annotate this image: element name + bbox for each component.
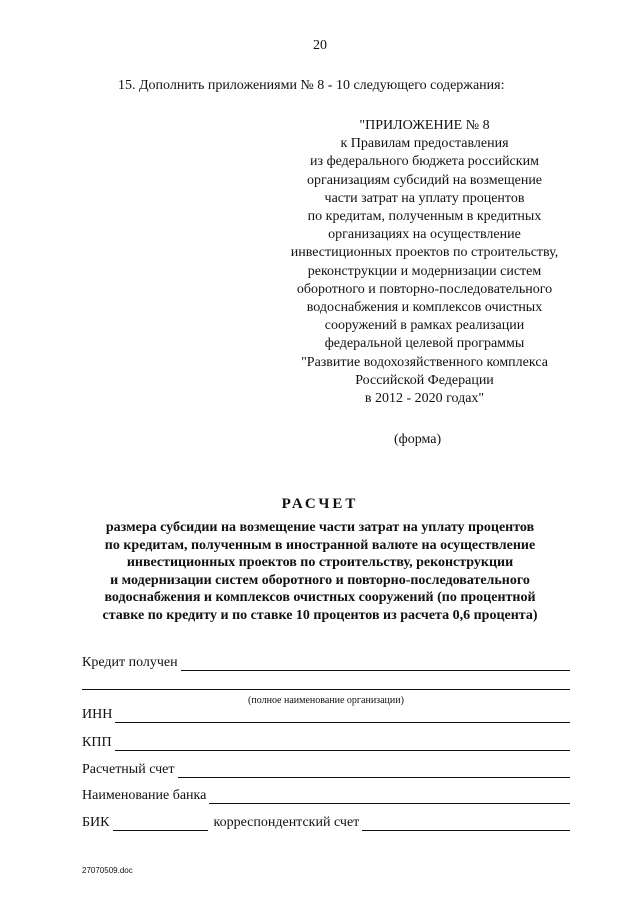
appendix-line: реконструкции и модернизации систем — [307, 263, 542, 279]
subtitle-line: размера субсидии на возмещение части затрат на уплату процентов — [105, 520, 535, 535]
appendix-line: "Развитие водохозяйственного комплекса — [301, 354, 548, 370]
subtitle-line: инвестиционных проектов по строительству, реконструкции — [126, 555, 514, 570]
appendix-line: части затрат на уплату процентов — [324, 190, 525, 206]
kpp-blank[interactable] — [115, 736, 570, 751]
credit-received-label: Кредит получен — [82, 655, 178, 670]
appendix-line: сооружений в рамках реализации — [324, 318, 525, 334]
organization-name-caption: (полное наименование организации) — [248, 695, 404, 706]
appendix-line: по кредитам, полученным в кредитных — [307, 209, 542, 225]
credit-received-blank[interactable] — [181, 656, 570, 671]
file-name-footer: 27070509.doc — [82, 866, 133, 875]
credit-received-field — [82, 655, 570, 671]
appendix-line: организациям субсидий на возмещение — [306, 172, 543, 188]
appendix-line: оборотного и повторно-последовательного — [296, 281, 553, 297]
appendix-line: "ПРИЛОЖЕНИЕ № 8 — [359, 118, 490, 133]
appendix-line: организациях на осуществление — [328, 227, 521, 243]
bik-label: БИК — [82, 815, 110, 830]
subtitle-line: ставке по кредиту и по ставке 10 процентов из расчета 0,6 процента) — [102, 607, 538, 623]
form-label: (форма) — [394, 432, 442, 447]
appendix-header — [262, 117, 587, 408]
subtitle-line: водоснабжения и комплексов очистных сооружений (по процентной — [104, 590, 536, 605]
document-subtitle — [60, 519, 580, 624]
bik-blank[interactable] — [113, 816, 208, 831]
inn-label: ИНН — [82, 707, 113, 722]
appendix-line: Российской Федерации — [355, 372, 494, 388]
account-field — [82, 762, 570, 778]
bank-name-field — [82, 788, 570, 804]
appendix-line: инвестиционных проектов по строительству, — [290, 245, 559, 261]
account-label: Расчетный счет — [82, 762, 175, 777]
bank-name-label: Наименование банка — [82, 788, 207, 803]
appendix-line: к Правилам предоставления — [340, 136, 509, 152]
account-blank[interactable] — [178, 763, 570, 778]
subtitle-line: по кредитам, полученным в иностранной валюте на осуществление — [104, 537, 536, 553]
intro-paragraph: 15. Дополнить приложениями № 8 - 10 следующего содержания: — [118, 78, 505, 93]
bik-field — [82, 815, 570, 831]
corr-account-label: корреспондентский счет — [213, 815, 360, 830]
appendix-line: федеральной целевой программы — [324, 336, 525, 352]
appendix-line: водоснабжения и комплексов очистных — [306, 300, 543, 316]
corr-account-blank[interactable] — [362, 816, 570, 831]
kpp-field — [82, 735, 570, 751]
document-title: РАСЧЕТ — [281, 496, 359, 512]
inn-field — [82, 707, 570, 723]
page-number: 20 — [313, 38, 327, 53]
organization-name-blank[interactable] — [82, 689, 570, 690]
inn-blank[interactable] — [115, 708, 570, 723]
bank-name-blank[interactable] — [209, 789, 570, 804]
appendix-line: в 2012 - 2020 годах" — [364, 391, 485, 407]
subtitle-line: и модернизации систем оборотного и повторно-последовательного — [110, 572, 530, 588]
appendix-line: из федерального бюджета российским — [310, 154, 539, 170]
kpp-label: КПП — [82, 735, 112, 750]
